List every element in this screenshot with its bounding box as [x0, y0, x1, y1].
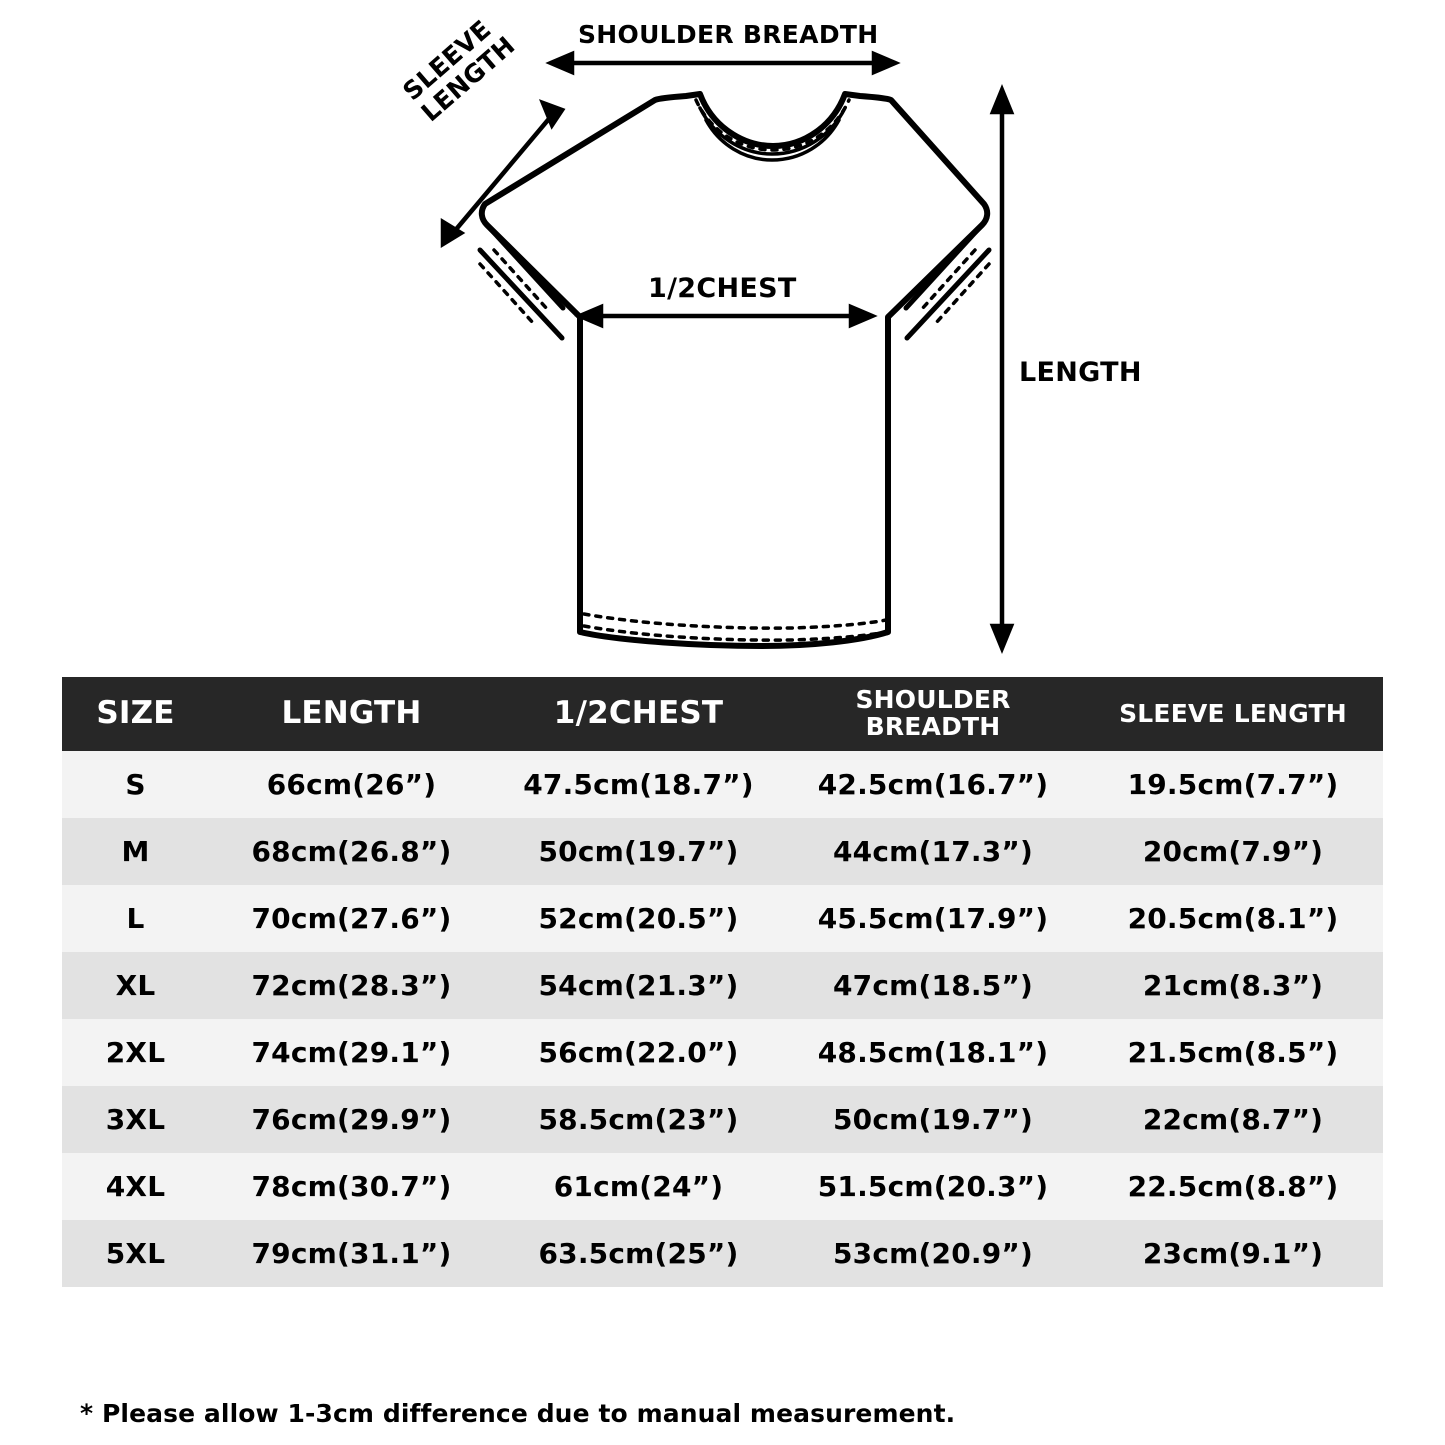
cell-size: 4XL [62, 1153, 209, 1220]
cell-size: M [62, 818, 209, 885]
cell-sleeve-length: 22cm(8.7”) [1083, 1086, 1383, 1153]
size-table-container [62, 677, 1383, 1287]
cell-half-chest: 47.5cm(18.7”) [494, 751, 783, 818]
header-sleeve-length: SLEEVE LENGTH [1083, 677, 1383, 751]
size-table [62, 677, 1383, 1287]
label-sleeve-length: SLEEVE LENGTH [397, 14, 521, 128]
table-row [62, 818, 1383, 885]
cell-size: 5XL [62, 1220, 209, 1287]
header-half-chest: 1/2CHEST [494, 677, 783, 751]
cell-half-chest: 54cm(21.3”) [494, 952, 783, 1019]
cell-sleeve-length: 19.5cm(7.7”) [1083, 751, 1383, 818]
cell-shoulder-breadth: 44cm(17.3”) [783, 818, 1083, 885]
cell-shoulder-breadth: 47cm(18.5”) [783, 952, 1083, 1019]
label-half-chest: 1/2CHEST [648, 273, 797, 304]
cell-length: 79cm(31.1”) [209, 1220, 494, 1287]
cell-length: 70cm(27.6”) [209, 885, 494, 952]
cell-size: 2XL [62, 1019, 209, 1086]
cell-half-chest: 58.5cm(23”) [494, 1086, 783, 1153]
cell-length: 76cm(29.9”) [209, 1086, 494, 1153]
table-row [62, 952, 1383, 1019]
cell-length: 74cm(29.1”) [209, 1019, 494, 1086]
table-row [62, 1086, 1383, 1153]
header-shoulder-breadth: SHOULDER BREADTH [783, 677, 1083, 751]
cell-half-chest: 50cm(19.7”) [494, 818, 783, 885]
tshirt-measurement-diagram [0, 0, 1445, 670]
table-row [62, 885, 1383, 952]
cell-sleeve-length: 21.5cm(8.5”) [1083, 1019, 1383, 1086]
cell-sleeve-length: 21cm(8.3”) [1083, 952, 1383, 1019]
cell-shoulder-breadth: 53cm(20.9”) [783, 1220, 1083, 1287]
measurement-footnote: * Please allow 1-3cm difference due to manual measurement. [80, 1399, 956, 1428]
cell-sleeve-length: 22.5cm(8.8”) [1083, 1153, 1383, 1220]
cell-shoulder-breadth: 51.5cm(20.3”) [783, 1153, 1083, 1220]
cell-length: 78cm(30.7”) [209, 1153, 494, 1220]
cell-size: 3XL [62, 1086, 209, 1153]
cell-shoulder-breadth: 48.5cm(18.1”) [783, 1019, 1083, 1086]
table-row [62, 1220, 1383, 1287]
cell-length: 66cm(26”) [209, 751, 494, 818]
cell-shoulder-breadth: 50cm(19.7”) [783, 1086, 1083, 1153]
cell-sleeve-length: 20cm(7.9”) [1083, 818, 1383, 885]
table-header-row [62, 677, 1383, 751]
cell-sleeve-length: 20.5cm(8.1”) [1083, 885, 1383, 952]
cell-sleeve-length: 23cm(9.1”) [1083, 1220, 1383, 1287]
cell-length: 72cm(28.3”) [209, 952, 494, 1019]
cell-size: XL [62, 952, 209, 1019]
cell-half-chest: 52cm(20.5”) [494, 885, 783, 952]
label-length: LENGTH [1019, 357, 1142, 388]
cell-shoulder-breadth: 45.5cm(17.9”) [783, 885, 1083, 952]
table-row [62, 1019, 1383, 1086]
cell-size: S [62, 751, 209, 818]
tshirt-illustration [0, 0, 1445, 670]
cell-half-chest: 61cm(24”) [494, 1153, 783, 1220]
cell-half-chest: 63.5cm(25”) [494, 1220, 783, 1287]
cell-half-chest: 56cm(22.0”) [494, 1019, 783, 1086]
cell-size: L [62, 885, 209, 952]
header-size: SIZE [62, 677, 209, 751]
header-length: LENGTH [209, 677, 494, 751]
cell-length: 68cm(26.8”) [209, 818, 494, 885]
cell-shoulder-breadth: 42.5cm(16.7”) [783, 751, 1083, 818]
table-row [62, 751, 1383, 818]
table-row [62, 1153, 1383, 1220]
label-shoulder-breadth: SHOULDER BREADTH [578, 20, 879, 49]
